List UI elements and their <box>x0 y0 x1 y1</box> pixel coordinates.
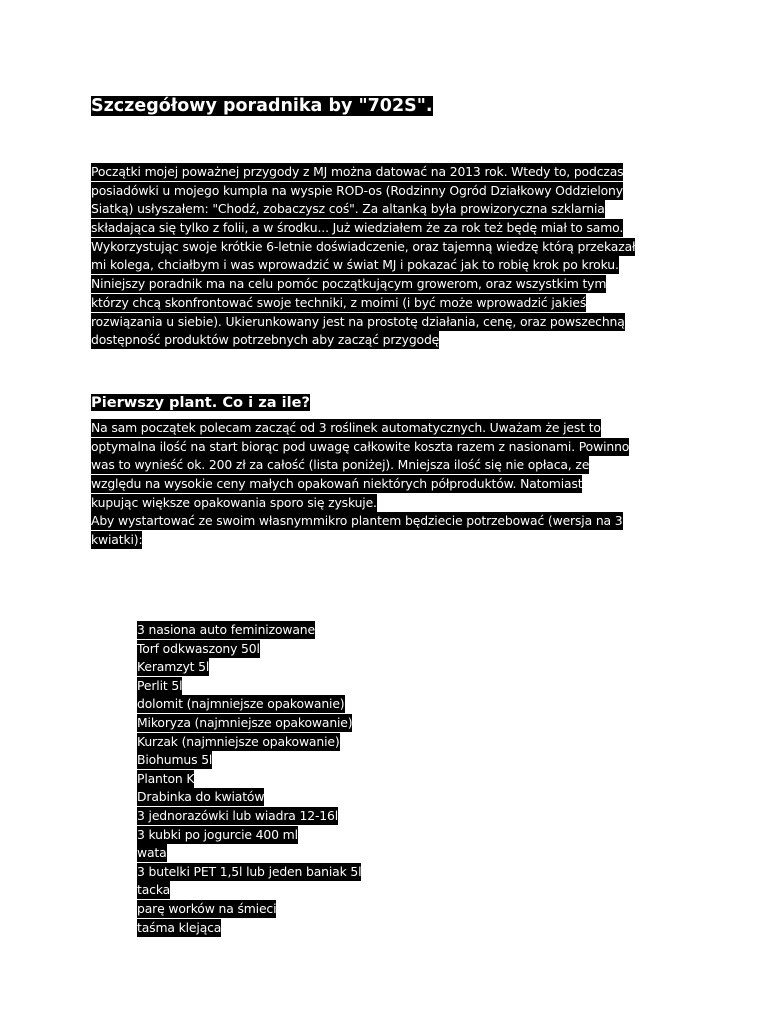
section-paragraph <box>91 419 681 550</box>
section-heading <box>91 391 310 414</box>
list-item: • Biohumus 5l <box>111 751 361 770</box>
list-item: • Torf odkwaszony 50l <box>111 640 361 659</box>
list-item: • Kurzak (najmniejsze opakowanie) <box>111 733 361 752</box>
bullet-icon: • <box>111 678 119 694</box>
intro-paragraph <box>91 163 681 350</box>
bullet-icon: • <box>111 883 119 899</box>
bullet-icon: • <box>111 846 119 862</box>
bullet-icon: • <box>111 623 119 638</box>
bullet-icon: • <box>111 901 119 917</box>
section-line: Aby wystartować ze swoim własnymmikro plantem będziecie potrzebować (wersja na 3 <box>91 513 623 529</box>
document-title-text: Szczegółowy poradnika by "702S". <box>91 96 433 116</box>
bullet-icon: • <box>111 920 119 936</box>
intro-line: rozwiązania u siebie). Ukierunkowany jest na prostotę działania, cenę, oraz powszechną <box>91 313 625 329</box>
bullet-icon: • <box>111 660 119 676</box>
document-title <box>91 93 433 120</box>
supplies-list <box>111 621 361 937</box>
section-line: Na sam początek polecam zacząć od 3 roślinek automatycznych. Uważam że jest to <box>91 420 601 435</box>
bullet-icon: • <box>111 827 119 843</box>
intro-line: mi kolega, chciałbym i was wprowadzić w świat MJ i pokazać jak to robię krok po kroku. <box>91 257 619 273</box>
intro-line: Siatką) usłyszałem: "Chodź, zobaczysz coś". Za altanką była prowizoryczna szklarnia <box>91 201 605 217</box>
list-item: • 3 jednorazówki lub wiadra 12-16l <box>111 807 361 826</box>
intro-line: Niniejszy poradnik ma na celu pomóc początkującym growerom, oraz wszystkim tym <box>91 276 607 292</box>
list-item: • taśma klejąca <box>111 919 361 938</box>
bullet-icon: • <box>111 864 119 880</box>
list-item: • wata <box>111 844 361 863</box>
bullet-icon: • <box>111 771 119 787</box>
list-item: • tacka <box>111 881 361 900</box>
list-item: • Drabinka do kwiatów <box>111 788 361 807</box>
bullet-icon: • <box>111 753 119 769</box>
list-item: • 3 nasiona auto feminizowane <box>111 621 361 640</box>
list-item: • dolomit (najmniejsze opakowanie) <box>111 695 361 714</box>
list-item: • Perlit 5l <box>111 677 361 696</box>
bullet-icon: • <box>111 715 119 731</box>
list-item: • Mikoryza (najmniejsze opakowanie) <box>111 714 361 733</box>
section-heading-text: Pierwszy plant. Co i za ile? <box>91 394 311 411</box>
section-line: kupując większe opakowania sporo się zyskuje. <box>91 494 377 510</box>
intro-line: Początki mojej poważnej przygody z MJ można datować na 2013 rok. Wtedy to, podczas <box>91 164 624 179</box>
section-line: was to wynieść ok. 200 zł za całość (lista poniżej). Mniejsza ilość się nie opłaca, ze <box>91 457 590 473</box>
bullet-icon: • <box>111 790 119 806</box>
section-line: względu na wysokie ceny małych opakowań niektórych półproduktów. Natomiast <box>91 476 583 492</box>
intro-line: dostępność produktów potrzebnych aby zacząć przygodę <box>91 332 440 348</box>
intro-line: posiadówki u mojego kumpla na wyspie ROD-os (Rodzinny Ogród Działkowy Oddzielony <box>91 182 623 198</box>
bullet-icon: • <box>111 734 119 750</box>
section-line: kwiatki): <box>91 532 143 548</box>
bullet-icon: • <box>111 697 119 713</box>
list-item: • parę worków na śmieci <box>111 900 361 919</box>
list-item: • Planton K <box>111 770 361 789</box>
intro-line: Wykorzystując swoje krótkie 6-letnie doświadczenie, oraz tajemną wiedzę którą przekazał <box>91 238 636 254</box>
list-item: • 3 kubki po jogurcie 400 ml <box>111 826 361 845</box>
intro-line: którzy chcą skonfrontować swoje techniki, z moimi (i być może wprowadzić jakieś <box>91 294 587 310</box>
intro-line: składająca się tylko z folii, a w środku... Już wiedziałem że za rok też będę miał to samo. <box>91 220 624 236</box>
list-item: • Keramzyt 5l <box>111 658 361 677</box>
bullet-icon: • <box>111 808 119 824</box>
bullet-icon: • <box>111 641 119 657</box>
section-line: optymalna ilość na start biorąc pod uwagę całkowite koszta razem z nasionami. Powinno <box>91 438 630 454</box>
list-item: • 3 butelki PET 1,5l lub jeden baniak 5l <box>111 863 361 882</box>
